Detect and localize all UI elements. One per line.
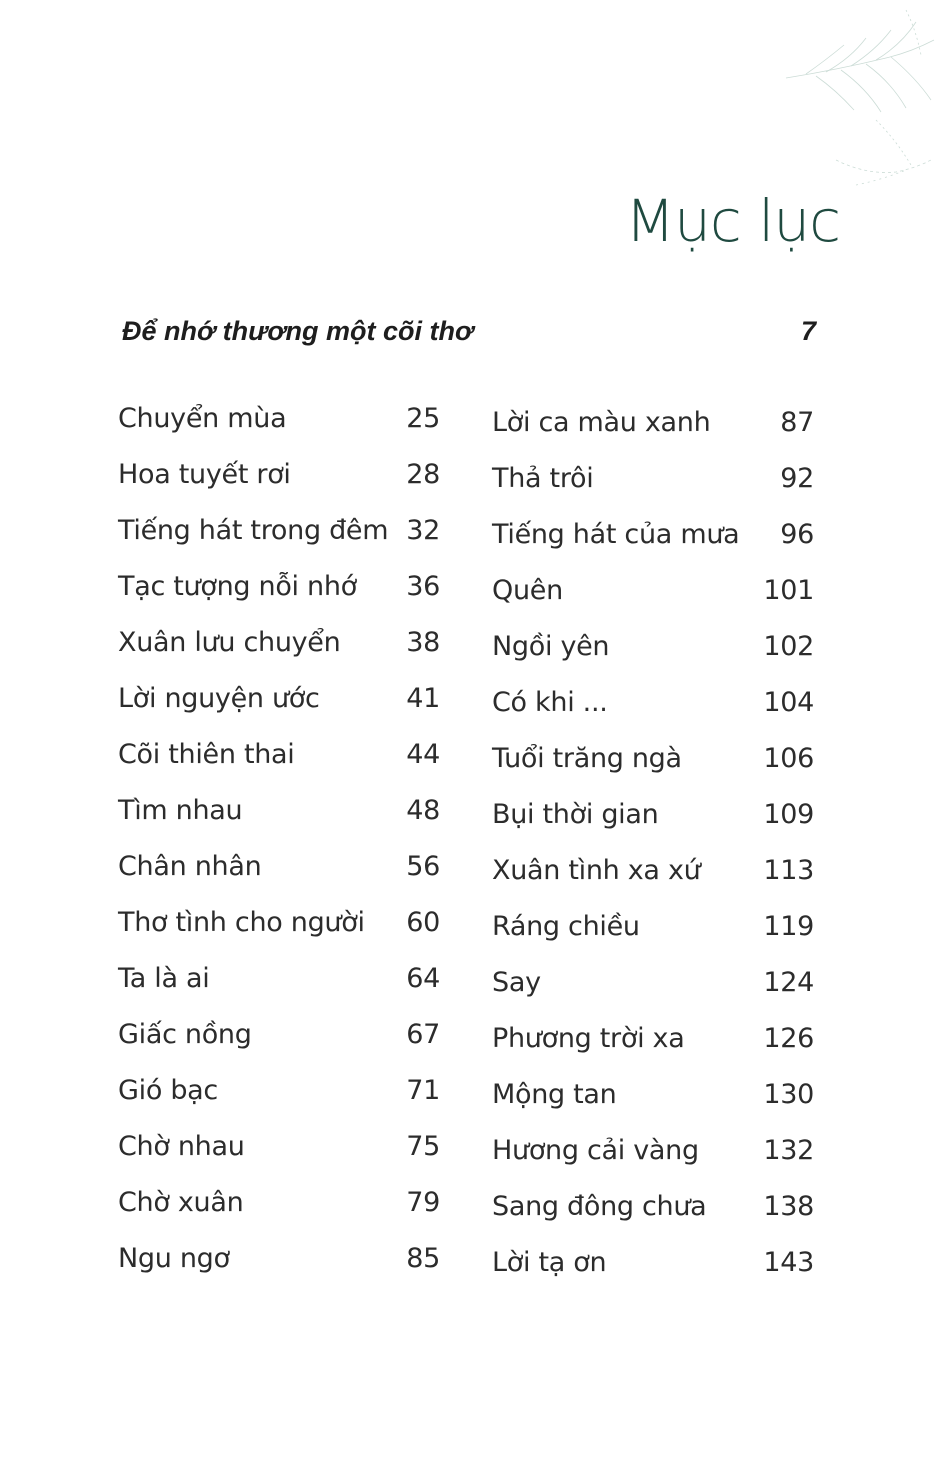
- page-title: Mục lục: [625, 187, 840, 255]
- toc-entry: [118, 558, 440, 614]
- toc-entry-page: 32: [406, 514, 440, 546]
- toc-entry: [118, 446, 440, 502]
- toc-entry: [118, 838, 440, 894]
- toc-entry-label: Sang đông chưa: [492, 1190, 707, 1222]
- toc-entry: [492, 450, 814, 506]
- toc-entry-label: Gió bạc: [118, 1074, 218, 1106]
- toc-entry-page: 41: [406, 682, 440, 714]
- toc-entry-page: 25: [406, 402, 440, 434]
- toc-entry: [118, 614, 440, 670]
- toc-entry-label: Thơ tình cho người: [118, 906, 365, 938]
- toc-entry-page: 64: [406, 962, 440, 994]
- toc-entry: [492, 786, 814, 842]
- toc-entry-label: Chân nhân: [118, 850, 262, 882]
- toc-intro-label: Để nhớ thương một cõi thơ: [122, 316, 474, 346]
- toc-entry: [118, 1118, 440, 1174]
- toc-left-column: [118, 390, 440, 1286]
- toc-entry-label: Tiếng hát của mưa: [492, 518, 740, 550]
- toc-entry-page: 124: [763, 966, 814, 998]
- toc-entry-page: 36: [406, 570, 440, 602]
- toc-entry-label: Lời nguyện ước: [118, 682, 320, 714]
- toc-entry-label: Ta là ai: [118, 962, 210, 994]
- toc-entry: [492, 618, 814, 674]
- toc-entry: [118, 1174, 440, 1230]
- toc-entry-label: Hoa tuyết rơi: [118, 458, 291, 490]
- toc-entry-page: 85: [406, 1242, 440, 1274]
- toc-entry: [492, 1234, 814, 1290]
- toc-entry: [118, 390, 440, 446]
- toc-entry-page: 67: [406, 1018, 440, 1050]
- toc-entry-page: 38: [406, 626, 440, 658]
- toc-entry: [492, 674, 814, 730]
- toc-entry: [492, 954, 814, 1010]
- toc-entry-page: 130: [763, 1078, 814, 1110]
- toc-entry-label: Ngồi yên: [492, 630, 610, 662]
- toc-entry-page: 113: [763, 854, 814, 886]
- toc-entry-label: Chuyển mùa: [118, 402, 287, 434]
- toc-entry-label: Xuân lưu chuyển: [118, 626, 341, 658]
- toc-entry-page: 60: [406, 906, 440, 938]
- toc-entry: [492, 1010, 814, 1066]
- toc-entry: [492, 1122, 814, 1178]
- toc-entry-label: Lời ca màu xanh: [492, 406, 711, 438]
- toc-entry: [118, 894, 440, 950]
- toc-entry-page: 92: [780, 462, 814, 494]
- toc-entry-page: 119: [763, 910, 814, 942]
- toc-entry: [492, 562, 814, 618]
- toc-entry: [118, 1230, 440, 1286]
- toc-entry-label: Ngu ngơ: [118, 1242, 230, 1274]
- toc-entry-label: Tạc tượng nỗi nhớ: [118, 570, 357, 602]
- toc-entry-page: 75: [406, 1130, 440, 1162]
- toc-entry-label: Tiếng hát trong đêm: [118, 514, 389, 546]
- toc-entry-page: 71: [406, 1074, 440, 1106]
- toc-entry: [118, 950, 440, 1006]
- toc-entry-label: Tìm nhau: [118, 794, 243, 826]
- toc-entry: [118, 502, 440, 558]
- toc-entry-label: Mộng tan: [492, 1078, 617, 1110]
- toc-entry-page: 138: [763, 1190, 814, 1222]
- toc-entry: [492, 730, 814, 786]
- toc-entry-label: Thả trôi: [492, 462, 594, 494]
- toc-entry-page: 48: [406, 794, 440, 826]
- toc-entry: [492, 394, 814, 450]
- toc-entry: [492, 1066, 814, 1122]
- toc-entry-page: 126: [763, 1022, 814, 1054]
- toc-right-column: [492, 390, 814, 1286]
- toc-entry: [492, 1178, 814, 1234]
- toc-entry-page: 106: [763, 742, 814, 774]
- toc-entry-page: 132: [763, 1134, 814, 1166]
- toc-entry-page: 102: [763, 630, 814, 662]
- toc-entry-label: Có khi ...: [492, 686, 608, 718]
- toc-entry: [492, 898, 814, 954]
- toc-entry: [118, 670, 440, 726]
- toc-entry: [492, 842, 814, 898]
- toc-entry-label: Giấc nồng: [118, 1018, 252, 1050]
- toc-entry-label: Hương cải vàng: [492, 1134, 699, 1166]
- toc-entry: [492, 506, 814, 562]
- toc-entry-label: Phương trời xa: [492, 1022, 685, 1054]
- toc-entry-label: Xuân tình xa xứ: [492, 854, 701, 886]
- toc-entry-label: Chờ nhau: [118, 1130, 245, 1162]
- toc-entry-page: 101: [763, 574, 814, 606]
- toc-entry-page: 28: [406, 458, 440, 490]
- toc-entry-label: Lời tạ ơn: [492, 1246, 607, 1278]
- toc-entry-label: Cõi thiên thai: [118, 738, 295, 770]
- toc-entry-page: 79: [406, 1186, 440, 1218]
- toc-entry: [118, 782, 440, 838]
- toc-entry-label: Quên: [492, 574, 563, 606]
- toc-entry: [118, 1006, 440, 1062]
- toc-entry-page: 44: [406, 738, 440, 770]
- toc-entry-label: Say: [492, 966, 541, 998]
- toc-entry-label: Ráng chiều: [492, 910, 640, 942]
- toc-entry-label: Bụi thời gian: [492, 798, 659, 830]
- toc-entry-page: 56: [406, 850, 440, 882]
- toc-entry-page: 104: [763, 686, 814, 718]
- toc-entry-page: 87: [780, 406, 814, 438]
- toc-intro-page: 7: [800, 316, 816, 346]
- toc-entry: [118, 1062, 440, 1118]
- toc-entry-label: Chờ xuân: [118, 1186, 244, 1218]
- toc-entry-page: 109: [763, 798, 814, 830]
- toc-entry-page: 143: [763, 1246, 814, 1278]
- toc-intro-entry: [122, 316, 816, 347]
- toc-entry: [118, 726, 440, 782]
- toc-entry-label: Tuổi trăng ngà: [492, 742, 682, 774]
- toc-entry-page: 96: [780, 518, 814, 550]
